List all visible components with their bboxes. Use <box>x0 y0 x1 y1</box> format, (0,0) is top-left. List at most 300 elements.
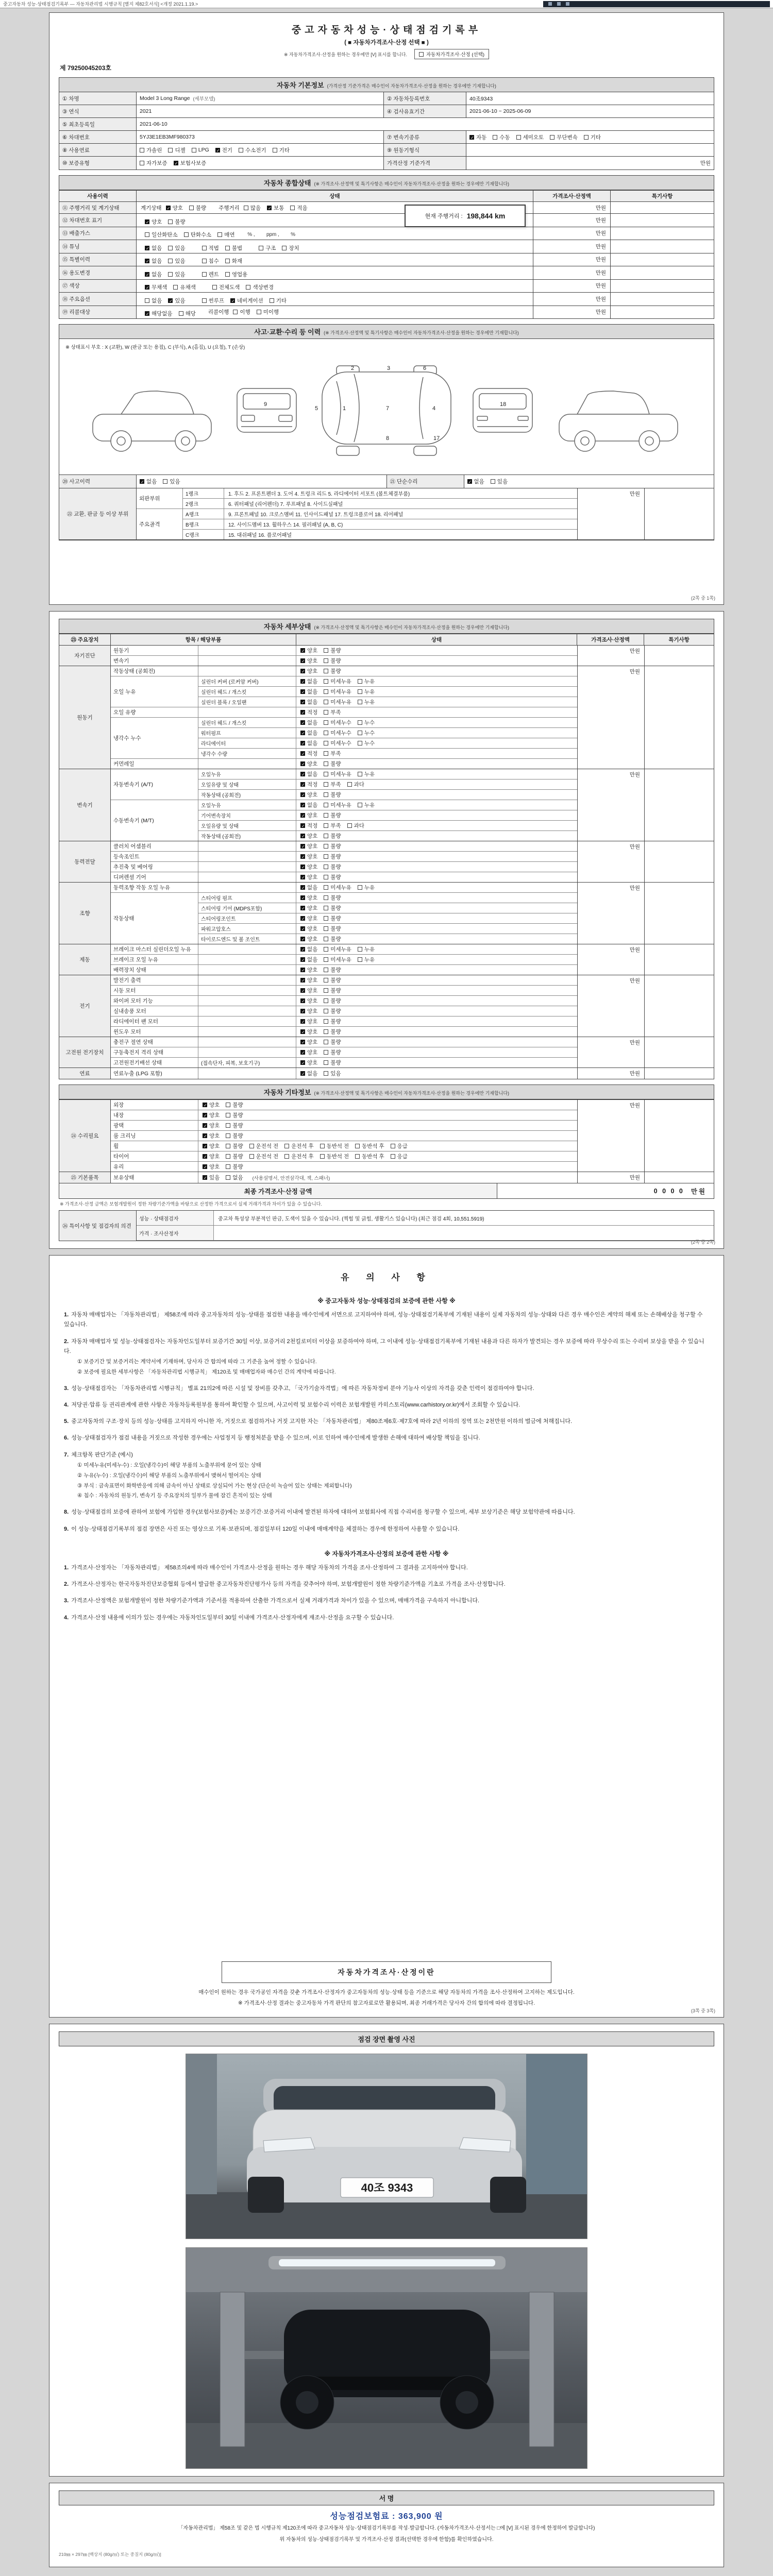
status-option <box>217 231 234 239</box>
detail-sub-name <box>198 852 296 861</box>
checkbox[interactable] <box>226 1164 230 1169</box>
checkbox[interactable] <box>300 710 305 715</box>
checkbox[interactable] <box>203 1123 207 1128</box>
checkbox[interactable] <box>192 148 196 152</box>
checkbox[interactable] <box>324 1050 328 1055</box>
status-option <box>300 698 317 706</box>
checkbox[interactable] <box>324 957 328 962</box>
checkbox[interactable] <box>168 272 173 277</box>
status-option <box>324 966 341 974</box>
status-options <box>145 244 186 252</box>
checkbox[interactable] <box>493 135 497 140</box>
etc-item-name: 룸 크리닝 <box>111 1131 198 1141</box>
status-option <box>145 244 162 252</box>
checkbox[interactable] <box>300 978 305 982</box>
option-label: 없음 <box>307 802 318 808</box>
status-option <box>226 1142 243 1150</box>
checkbox[interactable] <box>163 479 167 484</box>
checkbox[interactable] <box>324 875 328 879</box>
checkbox[interactable] <box>168 246 173 250</box>
checkbox[interactable] <box>347 782 352 787</box>
exchange-rank-row <box>183 519 577 530</box>
car-diagram-panel <box>59 339 714 475</box>
checkbox[interactable] <box>239 148 243 152</box>
checkbox[interactable] <box>203 1144 207 1148</box>
checkbox[interactable] <box>550 135 554 140</box>
checkbox[interactable] <box>226 1103 230 1107</box>
price-survey-select[interactable] <box>414 49 489 59</box>
checkbox[interactable] <box>358 689 362 694</box>
checkbox[interactable] <box>140 161 144 165</box>
detail-sub-name <box>198 759 296 769</box>
checkbox[interactable] <box>491 479 495 484</box>
checkbox[interactable] <box>189 206 194 210</box>
status-options <box>300 739 375 747</box>
detail-subrow <box>198 800 577 810</box>
checkbox[interactable] <box>290 206 295 210</box>
checkbox[interactable] <box>324 741 328 745</box>
checkbox[interactable] <box>584 135 589 140</box>
checkbox[interactable] <box>270 298 274 303</box>
status-options <box>166 204 207 212</box>
checkbox[interactable] <box>300 875 305 879</box>
checkbox[interactable] <box>300 1029 305 1034</box>
checkbox[interactable] <box>249 1154 254 1159</box>
checkbox[interactable] <box>300 957 305 962</box>
exchange-ranks <box>183 488 577 509</box>
checkbox[interactable] <box>355 1154 360 1159</box>
checkbox[interactable] <box>324 710 328 715</box>
overall-row-label: ⑫ 차대번호 표기 <box>59 214 137 227</box>
status-option <box>320 1142 349 1150</box>
overall-rows <box>59 202 714 318</box>
checkbox[interactable] <box>324 947 328 952</box>
detail-subrow <box>198 872 577 882</box>
checkbox[interactable] <box>300 782 305 787</box>
detail-subrow <box>198 1037 577 1047</box>
svg-text:18: 18 <box>500 401 507 408</box>
detail-sub-name: 작동상태 (공회전) <box>198 790 296 800</box>
checkbox[interactable] <box>300 679 305 684</box>
checkbox[interactable] <box>145 298 149 303</box>
etc-item-status <box>198 1100 577 1110</box>
checkbox[interactable] <box>168 219 173 224</box>
checkbox[interactable] <box>300 720 305 725</box>
checkbox[interactable] <box>324 844 328 849</box>
overall-row <box>59 293 714 306</box>
checkbox[interactable] <box>324 854 328 859</box>
option-label: 없음 <box>307 885 318 891</box>
rank-label: 1랭크 <box>183 488 224 498</box>
checkbox[interactable] <box>300 658 305 663</box>
checkbox[interactable] <box>358 957 362 962</box>
checkbox[interactable] <box>324 700 328 704</box>
status-option <box>324 791 341 799</box>
checkbox[interactable] <box>300 741 305 745</box>
checkbox[interactable] <box>324 792 328 797</box>
checkbox[interactable] <box>212 285 217 290</box>
exchange-section <box>137 509 577 539</box>
status-option <box>168 270 185 278</box>
checkbox[interactable] <box>300 968 305 972</box>
checkbox[interactable] <box>259 246 263 250</box>
checkbox[interactable] <box>226 1154 230 1159</box>
checkbox[interactable] <box>358 731 362 735</box>
status-option <box>273 146 290 154</box>
checkbox[interactable] <box>324 751 328 756</box>
checkbox[interactable] <box>300 772 305 776</box>
checkbox[interactable] <box>300 1071 305 1076</box>
status-option <box>145 218 162 226</box>
checkbox[interactable] <box>419 52 424 57</box>
status-lines <box>141 215 198 226</box>
overall-row-price: 만원 <box>533 266 611 279</box>
checkbox[interactable] <box>324 669 328 673</box>
detail-group-price: 만원 <box>577 883 644 944</box>
checkbox[interactable] <box>202 272 207 277</box>
checkbox[interactable] <box>140 148 144 152</box>
checkbox[interactable] <box>226 1144 230 1148</box>
checkbox[interactable] <box>300 926 305 931</box>
status-option <box>173 283 195 291</box>
exchange-rank-row <box>183 509 577 519</box>
option-label: 양호 <box>307 916 318 922</box>
fuel-options <box>140 146 290 154</box>
status-option <box>284 1142 314 1150</box>
checkbox[interactable] <box>324 782 328 787</box>
checkbox[interactable] <box>145 311 149 316</box>
detail-subrow <box>198 996 577 1006</box>
checkbox[interactable] <box>324 916 328 921</box>
checkbox[interactable] <box>358 679 362 684</box>
checkbox[interactable] <box>300 988 305 993</box>
svg-text:1: 1 <box>343 405 346 412</box>
checkbox[interactable] <box>168 298 173 303</box>
checkbox[interactable] <box>140 479 144 484</box>
checkbox[interactable] <box>324 823 328 828</box>
checkbox[interactable] <box>324 1040 328 1044</box>
option-label: 누유 <box>364 771 375 777</box>
checkbox[interactable] <box>324 895 328 900</box>
checkbox[interactable] <box>300 823 305 828</box>
checkbox[interactable] <box>324 906 328 910</box>
checkbox[interactable] <box>300 648 305 653</box>
status-option <box>300 987 317 994</box>
checkbox[interactable] <box>225 246 230 250</box>
status-option <box>324 667 341 675</box>
checkbox[interactable] <box>300 1019 305 1024</box>
status-option <box>300 1048 317 1056</box>
checkbox[interactable] <box>203 1154 207 1159</box>
checkbox[interactable] <box>324 720 328 725</box>
checkbox[interactable] <box>300 1050 305 1055</box>
checkbox[interactable] <box>173 285 178 290</box>
field-simple-repair <box>464 475 714 488</box>
option-label: 양호 <box>307 1039 318 1045</box>
checkbox[interactable] <box>203 1133 207 1138</box>
checkbox[interactable] <box>324 731 328 735</box>
notice-title: 유 의 사 항 <box>341 1273 432 1282</box>
checkbox[interactable] <box>184 232 189 237</box>
notice-price-header: ※ 자동차가격조사·산정의 보증에 관한 사항 ※ <box>324 1550 449 1557</box>
checkbox[interactable] <box>145 259 149 263</box>
status-option <box>166 204 183 212</box>
checkbox[interactable] <box>225 259 230 263</box>
notice-item-text: 체크항목 판단기준 (예시) <box>71 1451 133 1458</box>
svg-text:17: 17 <box>433 435 440 442</box>
label-simple-repair: ㉑ 단순수리 <box>387 475 464 488</box>
checkbox[interactable] <box>300 1060 305 1065</box>
detail-item <box>111 707 577 718</box>
detail-group-price: 만원 <box>577 769 644 841</box>
photos-header: 점검 장면 촬영 사진 <box>59 2031 714 2046</box>
checkbox[interactable] <box>226 1175 230 1180</box>
checkbox[interactable] <box>202 298 207 303</box>
option-label: 양호 <box>307 864 318 870</box>
checkbox[interactable] <box>300 689 305 694</box>
checkbox[interactable] <box>324 1019 328 1024</box>
checkbox[interactable] <box>179 311 183 316</box>
checkbox[interactable] <box>145 285 149 290</box>
checkbox[interactable] <box>145 272 149 277</box>
etc-item-row <box>111 1141 577 1151</box>
notice-subitem: ② 보증에 필요한 세부사항은 「자동차관리법 시행규칙」 제120조 및 매매업자와 매수인 간의 계약에 따릅니다. <box>77 1368 336 1375</box>
checkbox[interactable] <box>300 854 305 859</box>
checkbox[interactable] <box>203 1113 207 1117</box>
checkbox[interactable] <box>300 731 305 735</box>
checkbox[interactable] <box>320 1154 325 1159</box>
checkbox[interactable] <box>355 1144 360 1148</box>
checkbox[interactable] <box>347 823 352 828</box>
checkbox[interactable] <box>300 1040 305 1044</box>
option-label: 매연 <box>224 232 235 238</box>
checkbox[interactable] <box>202 246 207 250</box>
status-option <box>300 1038 317 1046</box>
checkbox[interactable] <box>300 751 305 756</box>
checkbox[interactable] <box>358 885 362 890</box>
detail-item-name: 충전구 절연 상태 <box>111 1037 198 1047</box>
option-label: 양호 <box>307 988 318 994</box>
checkbox[interactable] <box>300 895 305 900</box>
checkbox[interactable] <box>324 803 328 807</box>
checkbox[interactable] <box>300 937 305 941</box>
detail-sub-status <box>296 749 577 758</box>
checkbox[interactable] <box>233 310 238 314</box>
status-option <box>244 204 261 212</box>
option-label: 없음 <box>307 771 318 777</box>
checkbox[interactable] <box>324 926 328 931</box>
field-warranty-type <box>137 157 384 170</box>
checkbox[interactable] <box>324 885 328 890</box>
detail-item-subs <box>198 996 577 1006</box>
checkbox[interactable] <box>300 844 305 849</box>
detail-item <box>111 883 577 893</box>
checkbox[interactable] <box>324 1009 328 1013</box>
checkbox[interactable] <box>202 259 207 263</box>
checkbox[interactable] <box>300 916 305 921</box>
checkbox[interactable] <box>324 658 328 663</box>
status-option <box>226 1174 243 1181</box>
status-option <box>355 1142 384 1150</box>
notice-item <box>64 1417 709 1427</box>
checkbox[interactable] <box>267 206 272 210</box>
status-options <box>203 1101 243 1109</box>
checkbox[interactable] <box>166 206 171 210</box>
checkbox[interactable] <box>145 246 149 250</box>
checkbox[interactable] <box>324 772 328 776</box>
option-label: 부족 <box>330 751 341 757</box>
checkbox[interactable] <box>324 937 328 941</box>
checkbox[interactable] <box>300 792 305 797</box>
detail-sub-name <box>198 883 296 892</box>
checkbox[interactable] <box>300 813 305 818</box>
detail-item <box>111 944 577 955</box>
checkbox[interactable] <box>324 968 328 972</box>
checkbox[interactable] <box>324 1029 328 1034</box>
checkbox[interactable] <box>273 148 277 152</box>
detail-item-subs <box>198 862 577 872</box>
opinion-table <box>59 1210 714 1241</box>
checkbox[interactable] <box>300 669 305 673</box>
checkbox[interactable] <box>324 1060 328 1065</box>
checkbox[interactable] <box>358 803 362 807</box>
checkbox[interactable] <box>203 1103 207 1107</box>
option-label: 없음 <box>474 479 484 485</box>
rank-parts: 9. 프론트패널 10. 크로스멤버 11. 인사이드패널 17. 트렁크플로어 18. 리어패널 <box>228 512 404 518</box>
checkbox[interactable] <box>249 1144 254 1148</box>
checkbox[interactable] <box>324 988 328 993</box>
status-option <box>202 297 224 304</box>
detail-sub-name: 스티어링조인트 <box>198 913 296 923</box>
overall-row <box>59 240 714 253</box>
detail-subrow <box>198 831 577 841</box>
checkbox[interactable] <box>217 232 222 237</box>
status-option <box>300 873 317 881</box>
detail-sub-name <box>198 656 296 666</box>
checkbox[interactable] <box>300 700 305 704</box>
checkbox[interactable] <box>324 689 328 694</box>
label-base-price: 가격산정 기준가격 <box>384 157 466 170</box>
checkbox[interactable] <box>358 772 362 776</box>
option-label: 불량 <box>232 1133 243 1139</box>
checkbox[interactable] <box>324 998 328 1003</box>
checkbox[interactable] <box>300 803 305 807</box>
checkbox[interactable] <box>300 998 305 1003</box>
detail-item-subs <box>198 852 577 861</box>
checkbox[interactable] <box>257 310 261 314</box>
checkbox[interactable] <box>467 479 472 484</box>
opinion-author: 가격 · 조사산정자 <box>137 1226 214 1240</box>
detail-sub-status <box>296 975 577 985</box>
status-option <box>168 297 185 304</box>
status-option <box>300 667 317 675</box>
status-option <box>226 1153 243 1160</box>
checkbox[interactable] <box>324 834 328 838</box>
checkbox[interactable] <box>226 1133 230 1138</box>
checkbox[interactable] <box>324 813 328 818</box>
etc-group-price: 만원 <box>577 1172 644 1183</box>
checkbox[interactable] <box>168 148 173 152</box>
strip-dot-icon <box>566 2 569 6</box>
checkbox[interactable] <box>168 259 173 263</box>
status-option <box>300 708 317 716</box>
checkbox[interactable] <box>391 1144 395 1148</box>
checkbox[interactable] <box>244 206 248 210</box>
checkbox[interactable] <box>324 1071 328 1076</box>
checkbox[interactable] <box>324 648 328 653</box>
checkbox[interactable] <box>230 298 235 303</box>
status-options <box>300 842 341 850</box>
detail-subrow <box>198 852 577 861</box>
etc-item-status <box>198 1172 577 1183</box>
option-label: 미세누유 <box>330 802 351 808</box>
checkbox[interactable] <box>516 135 521 140</box>
detail-group-note <box>644 975 714 1037</box>
checkbox[interactable] <box>284 1154 289 1159</box>
status-options <box>300 677 375 685</box>
checkbox[interactable] <box>145 219 149 224</box>
checkbox[interactable] <box>300 834 305 838</box>
checkbox[interactable] <box>226 1113 230 1117</box>
checkbox[interactable] <box>391 1154 395 1159</box>
overall-row-price: 만원 <box>533 240 611 253</box>
checkbox[interactable] <box>300 947 305 952</box>
detail-group-price: 만원 <box>577 944 644 975</box>
status-lines <box>141 281 286 292</box>
svg-text:7: 7 <box>386 405 390 412</box>
checkbox[interactable] <box>226 1123 230 1128</box>
checkbox[interactable] <box>203 1175 207 1180</box>
checkbox[interactable] <box>174 161 178 165</box>
checkbox[interactable] <box>320 1144 325 1148</box>
checkbox[interactable] <box>282 246 287 250</box>
checkbox[interactable] <box>358 720 362 725</box>
detail-group-note <box>644 883 714 944</box>
checkbox[interactable] <box>469 135 474 140</box>
option-label: 누유 <box>364 885 375 891</box>
overall-row-label: ⑪ 주행거리 및 계기상태 <box>59 202 137 213</box>
checkbox[interactable] <box>358 741 362 745</box>
checkbox[interactable] <box>145 232 149 237</box>
checkbox[interactable] <box>300 1009 305 1013</box>
option-label: 없음 <box>307 946 318 953</box>
checkbox[interactable] <box>284 1144 289 1148</box>
checkbox[interactable] <box>300 865 305 869</box>
checkbox[interactable] <box>300 906 305 910</box>
option-label: 양호 <box>307 1049 318 1056</box>
checkbox[interactable] <box>324 978 328 982</box>
checkbox[interactable] <box>203 1164 207 1169</box>
option-label: 누유 <box>364 699 375 705</box>
option-label: 누유 <box>364 689 375 695</box>
checkbox[interactable] <box>324 865 328 869</box>
checkbox[interactable] <box>300 885 305 890</box>
checkbox[interactable] <box>358 947 362 952</box>
checkbox[interactable] <box>225 272 230 277</box>
detail-sub-status <box>296 646 577 655</box>
checkbox[interactable] <box>300 761 305 766</box>
checkbox[interactable] <box>246 285 250 290</box>
checkbox[interactable] <box>324 679 328 684</box>
checkbox[interactable] <box>358 700 362 704</box>
checkbox[interactable] <box>215 148 220 152</box>
detail-sub-name <box>198 872 296 882</box>
etc-item-extra: (사용설명서, 안전삼각대, 잭, 스패너) <box>252 1175 330 1181</box>
notice-item <box>64 1310 709 1330</box>
detail-group-price: 만원 <box>577 1037 644 1067</box>
overall-row <box>59 280 714 293</box>
checkbox[interactable] <box>324 761 328 766</box>
